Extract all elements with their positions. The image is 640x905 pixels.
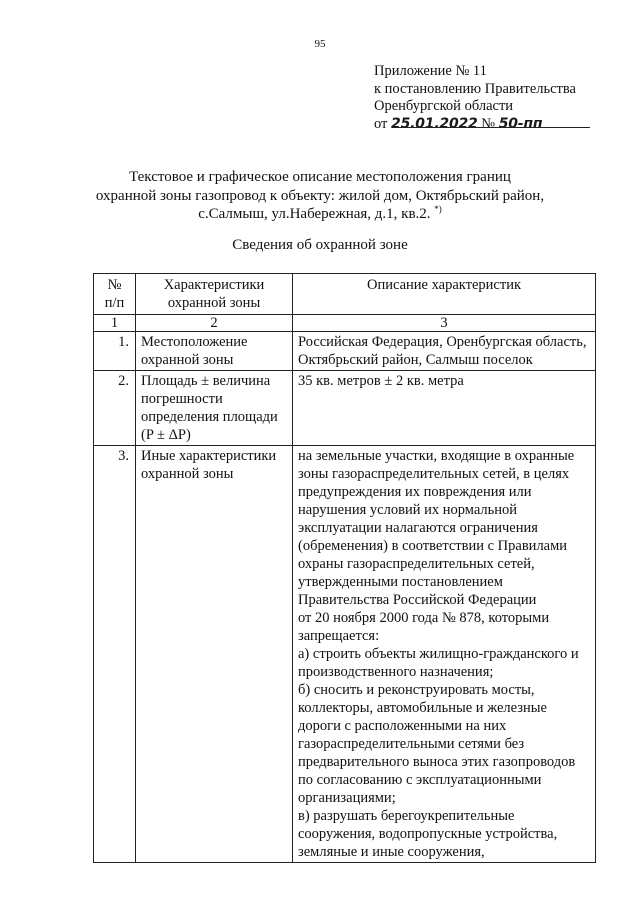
description-line: газораспределительными сетями без [298,736,525,752]
table-header-row [94,274,596,315]
description-line: Правительства Российской Федерации [298,592,537,608]
row-characteristic [136,371,293,446]
appendix-date-line [374,116,576,134]
index-cell-1: 1 [94,315,136,332]
description-line: коллекторы, автомобильные и железные [298,700,547,716]
document-title [80,168,560,224]
signature-underline [394,127,590,128]
appendix-line-3: Оренбургской области [374,98,514,114]
description-line: охраны газораспределительных сетей, [298,556,535,572]
row-number: 3. [94,446,136,863]
header-description [293,274,596,315]
protection-zone-table [93,273,596,863]
row-characteristic-text: Площадь ± величина погрешности определения площади (P ± ΔP) [141,373,278,443]
row-description [293,332,596,371]
title-line-1: Текстовое и графическое описание местоположения границ [129,169,511,185]
description-line: зоны газораспределительных сетей, в целях [298,466,570,482]
title-line-3-text: с.Салмыш, ул.Набережная, д.1, кв.2. [198,206,431,222]
description-line: б) сносить и реконструировать мосты, [298,682,535,698]
table-row [94,446,596,863]
header-characteristic-text: Характеристики охранной зоны [163,277,265,311]
description-line: по согласованию с эксплуатационными [298,772,542,788]
row-characteristic [136,446,293,863]
row-characteristic-text: Иные характеристики охранной зоны [141,448,277,482]
description-line: от 20 ноября 2000 года № 878, которыми [298,610,550,626]
row-description [293,371,596,446]
appendix-line-1: Приложение № 11 [374,63,487,79]
row-number: 1. [94,332,136,371]
header-number [94,274,136,315]
number-sign: № [481,115,496,132]
description-line: в) разрушать берегоукрепительные [298,808,515,824]
section-title: Сведения об охранной зоне [232,237,408,253]
description-line: на земельные участки, входящие в охранные [298,448,575,464]
handwritten-date: 25.01.2022 [391,115,478,132]
description-line: Российская Федерация, Оренбургская область, [298,334,587,350]
description-line: 35 кв. метров ± 2 кв. метра [298,373,464,389]
description-line: Октябрьский район, Салмыш поселок [298,352,533,368]
description-line: производственного назначения; [298,664,494,680]
header-number-text: № п/п [104,277,125,311]
description-line: а) строить объекты жилищно-гражданского и [298,646,579,662]
description-line: сооружения, водопропускные устройства, [298,826,558,842]
description-line: эксплуатации налагаются ограничения [298,520,538,536]
description-line: запрещается: [298,628,380,644]
appendix-block [374,63,576,133]
handwritten-number: 50-пп [498,115,543,132]
index-cell-3: 3 [293,315,596,332]
index-cell-2: 2 [136,315,293,332]
table-row [94,332,596,371]
row-number: 2. [94,371,136,446]
header-description-text: Описание характеристик [366,277,521,293]
date-prefix: от [374,115,388,132]
row-description [293,446,596,863]
row-characteristic-text: Местоположение охранной зоны [141,334,248,368]
footnote-mark: *) [434,204,442,214]
title-line-3 [80,205,560,224]
row-characteristic [136,332,293,371]
description-line: предварительного выноса этих газопроводов [298,754,576,770]
description-line: организациями; [298,790,396,806]
appendix-line-2: к постановлению Правительства [374,80,576,97]
page-number: 95 [314,38,326,50]
description-line: утвержденными постановлением [298,574,503,590]
description-line: нарушения условий их нормальной [298,502,518,518]
description-line: дороги с расположенными на них [298,718,507,734]
table-index-row [94,315,596,332]
description-line: предупреждения их повреждения или [298,484,532,500]
header-characteristic [136,274,293,315]
description-line: земляные и иные сооружения, [298,844,485,860]
title-line-2: охранной зоны газопровод к объекту: жилой дом, Октябрьский район, [95,187,545,204]
description-line: (обременения) в соответствии с Правилами [298,538,568,554]
table-row [94,371,596,446]
